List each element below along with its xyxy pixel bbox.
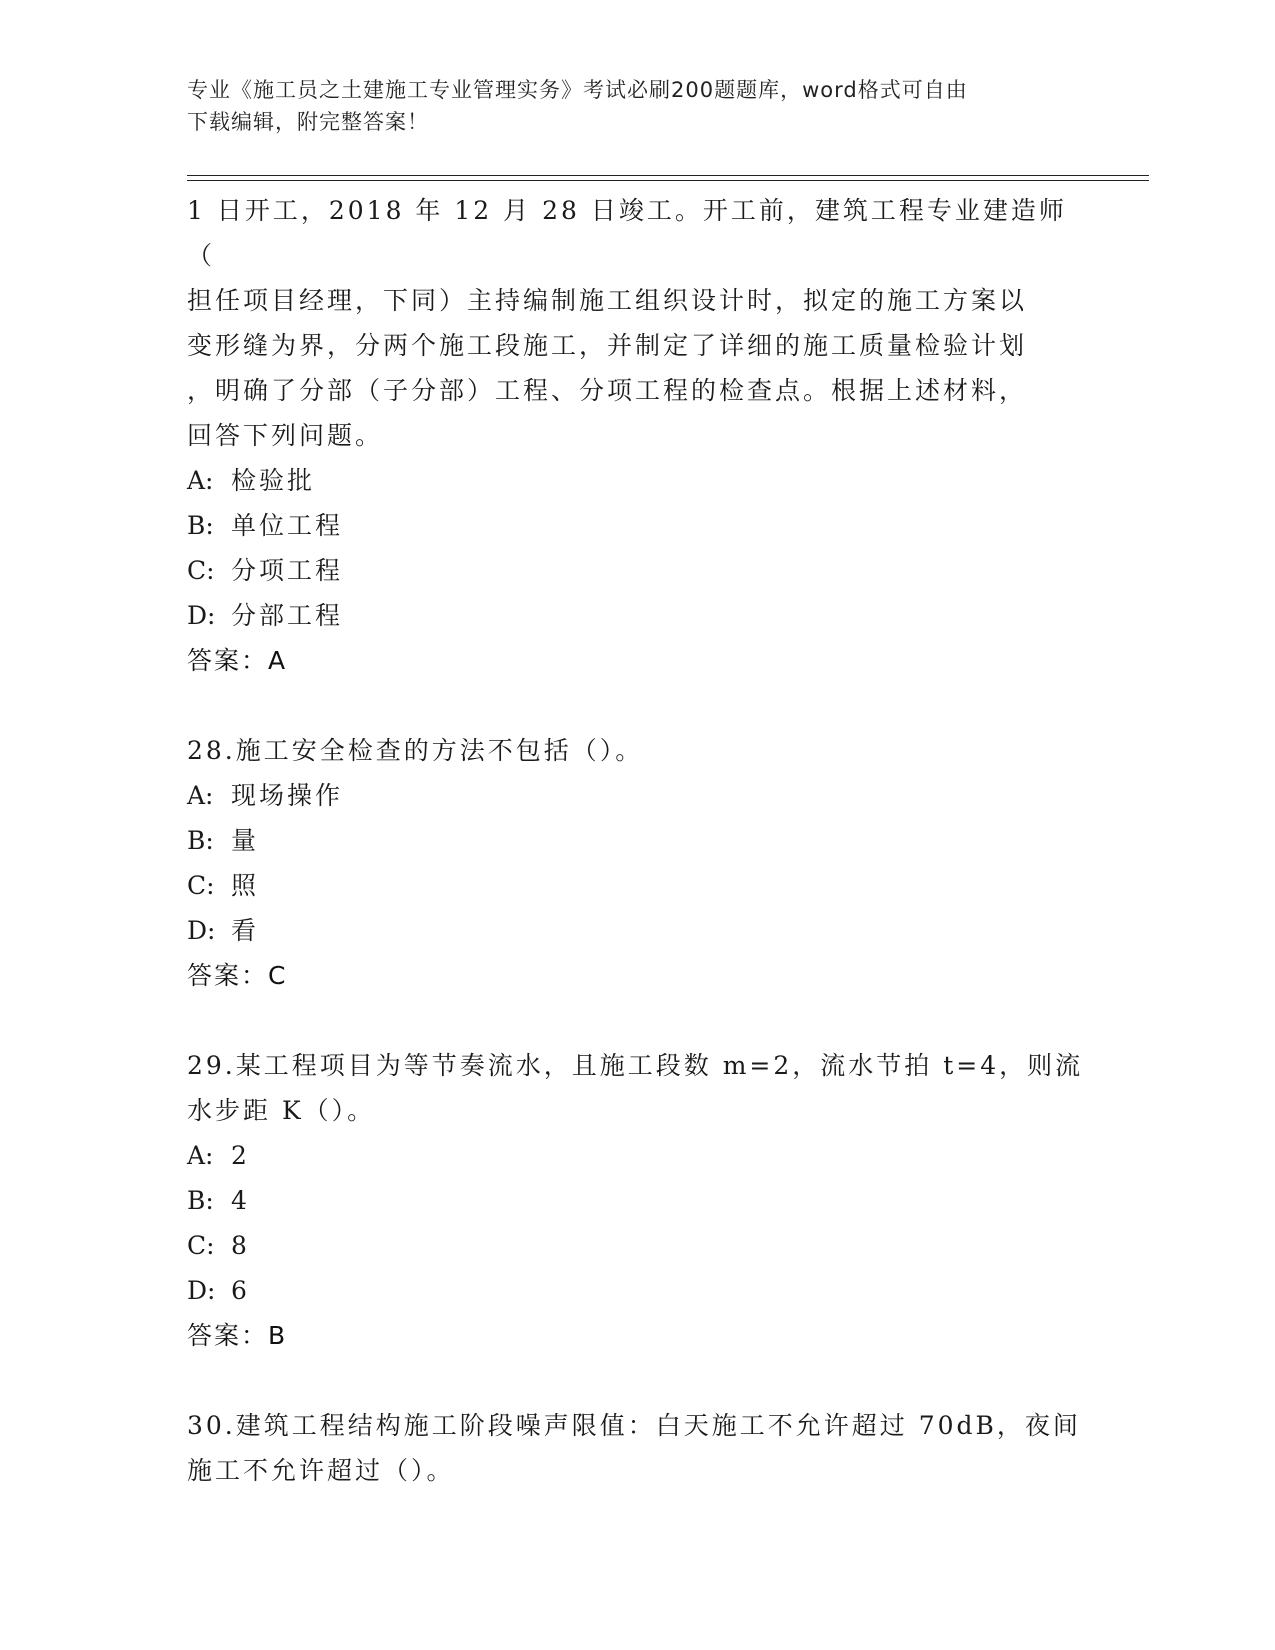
option-text: 量 [231, 826, 260, 855]
option-label: B: [187, 826, 214, 855]
question-stem-line: 变形缝为界，分两个施工段施工，并制定了详细的施工质量检验计划 [187, 331, 1028, 360]
question-28 [187, 728, 1087, 998]
question-stem-line: 回答下列问题。 [187, 421, 384, 450]
option-a [187, 773, 1087, 818]
question-27 [187, 188, 1087, 683]
answer-value: A [268, 646, 286, 675]
question-spacer [187, 683, 1087, 728]
option-c [187, 548, 1087, 593]
option-text: 检验批 [231, 466, 316, 495]
option-label: A: [187, 1141, 214, 1170]
question-stem-line: 29.某工程项目为等节奏流水，且施工段数 m=2，流水节拍 t=4，则流 [187, 1051, 1084, 1080]
option-label: C: [187, 1231, 215, 1260]
option-text: 8 [231, 1231, 250, 1260]
option-label: A: [187, 466, 214, 495]
option-label: D: [187, 916, 216, 945]
answer-line [187, 1313, 1087, 1358]
option-a [187, 458, 1087, 503]
header-title-line-2: 下载编辑，附完整答案！ [187, 110, 429, 134]
option-label: C: [187, 556, 215, 585]
option-label: D: [187, 1276, 216, 1305]
question-spacer [187, 1358, 1087, 1403]
option-c [187, 1223, 1087, 1268]
option-c [187, 863, 1087, 908]
question-stem-line: 担任项目经理，下同）主持编制施工组织设计时，拟定的施工方案以 [187, 286, 1028, 315]
question-30 [187, 1403, 1087, 1493]
header-double-rule [187, 175, 1149, 181]
option-label: A: [187, 781, 214, 810]
option-label: C: [187, 871, 215, 900]
question-stem-line: ，明确了分部（子分部）工程、分项工程的检查点。根据上述材料， [187, 376, 1028, 405]
document-header [187, 74, 1067, 138]
option-b [187, 818, 1087, 863]
answer-value: B [268, 1321, 286, 1350]
answer-label: 答案： [187, 646, 269, 675]
option-d [187, 1268, 1087, 1313]
option-label: D: [187, 601, 216, 630]
question-stem-line: 30.建筑工程结构施工阶段噪声限值：白天施工不允许超过 70dB，夜间 [187, 1411, 1081, 1440]
option-label: B: [187, 511, 214, 540]
option-b [187, 503, 1087, 548]
option-d [187, 593, 1087, 638]
question-stem-line: 1 日开工，2018 年 12 月 28 日竣工。开工前，建筑工程专业建造师（ [187, 196, 1067, 270]
option-text: 单位工程 [231, 511, 344, 540]
option-d [187, 908, 1087, 953]
option-label: B: [187, 1186, 214, 1215]
option-b [187, 1178, 1087, 1223]
option-text: 看 [231, 916, 260, 945]
option-a [187, 1133, 1087, 1178]
answer-line [187, 638, 1087, 683]
question-29 [187, 1043, 1087, 1358]
answer-value: C [268, 961, 286, 990]
option-text: 照 [231, 871, 260, 900]
header-title-line-1: 专业《施工员之土建施工专业管理实务》考试必刷200题题库，word格式可自由 [187, 78, 968, 102]
answer-label: 答案： [187, 1321, 269, 1350]
question-stem-line: 水步距 K（）。 [187, 1096, 376, 1125]
option-text: 分部工程 [231, 601, 344, 630]
question-stem-line: 28.施工安全检查的方法不包括（）。 [187, 736, 644, 765]
option-text: 2 [231, 1141, 250, 1170]
question-stem-line: 施工不允许超过（）。 [187, 1456, 455, 1485]
answer-label: 答案： [187, 961, 269, 990]
option-text: 4 [231, 1186, 250, 1215]
option-text: 6 [231, 1276, 250, 1305]
answer-line [187, 953, 1087, 998]
option-text: 现场操作 [231, 781, 344, 810]
document-body [187, 188, 1087, 1493]
option-text: 分项工程 [231, 556, 344, 585]
question-spacer [187, 998, 1087, 1043]
